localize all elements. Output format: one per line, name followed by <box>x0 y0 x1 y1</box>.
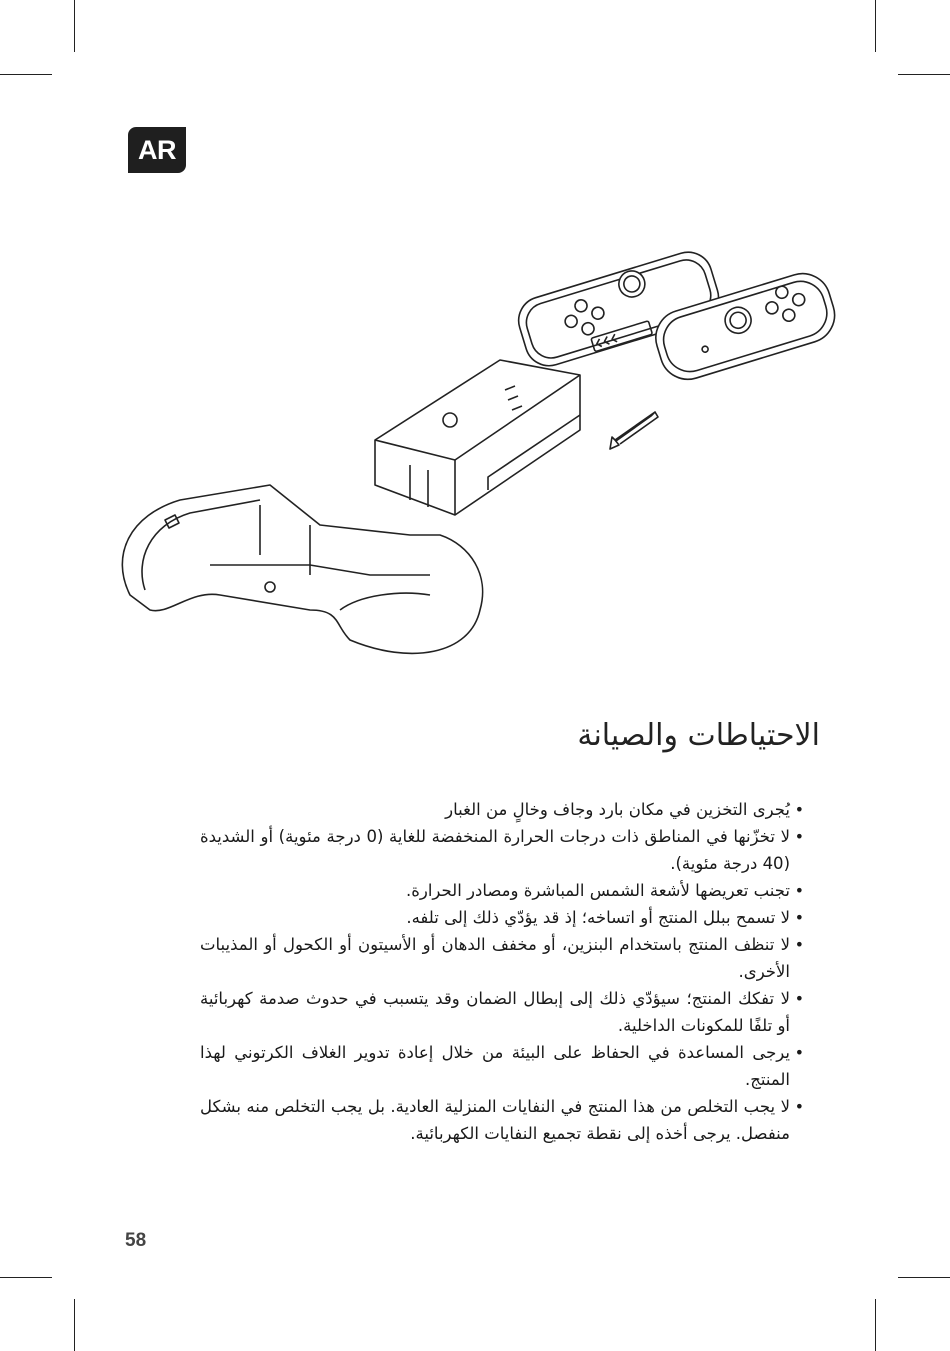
crop-mark-bottom-left <box>0 1277 52 1278</box>
adapter-block-drawing <box>375 360 580 515</box>
list-item: • لا يجب التخلص من هذا المنتج في النفايات المنزلية العادية. بل يجب التخلص منه بشكل منفصل. يرجى أخذه إلى نقطة تجميع النفايات الكهربائية. <box>200 1093 790 1147</box>
list-item: • يرجى المساعدة في الحفاظ على البيئة من خلال إعادة تدوير الغلاف الكرتوني لهذا المنتج. <box>200 1039 790 1093</box>
list-item: • تجنب تعريضها لأشعة الشمس المباشرة ومصادر الحرارة. <box>200 877 790 904</box>
crop-mark-top-right <box>898 74 950 75</box>
crop-mark-top-left <box>0 74 52 75</box>
crop-mark-top-right <box>875 0 876 52</box>
crop-mark-top-left <box>74 0 75 52</box>
direction-arrow-drawing <box>610 412 658 449</box>
list-item: • لا تخزّنها في المناطق ذات درجات الحرارة المنخفضة للغاية (0 درجة مئوية) أو الشديدة (40 درجة مئوية). <box>200 823 790 877</box>
crop-mark-bottom-left <box>74 1299 75 1351</box>
product-assembly-illustration <box>110 215 840 675</box>
list-item: • لا تفكك المنتج؛ سيؤدّي ذلك إلى إبطال الضمان وقد يتسبب في حدوث صدمة كهربائية أو تلفًا للمكونات الداخلية. <box>200 985 790 1039</box>
section-title: الاحتياطات والصيانة <box>577 718 820 753</box>
list-item: • لا تسمح ببلل المنتج أو اتساخه؛ إذ قد يؤدّي ذلك إلى تلفه. <box>200 904 790 931</box>
list-item: • يُجرى التخزين في مكان بارد وجاف وخالٍ من الغبار <box>200 796 790 823</box>
grip-drawing <box>122 485 482 653</box>
crop-mark-bottom-right <box>875 1299 876 1351</box>
list-item: • لا تنظف المنتج باستخدام البنزين، أو مخفف الدهان أو الأسيتون أو الكحول أو المذيبات الأخرى. <box>200 931 790 985</box>
page-number: 58 <box>125 1230 147 1251</box>
language-badge: AR <box>128 127 186 173</box>
precautions-list <box>200 796 790 1147</box>
crop-mark-bottom-right <box>898 1277 950 1278</box>
